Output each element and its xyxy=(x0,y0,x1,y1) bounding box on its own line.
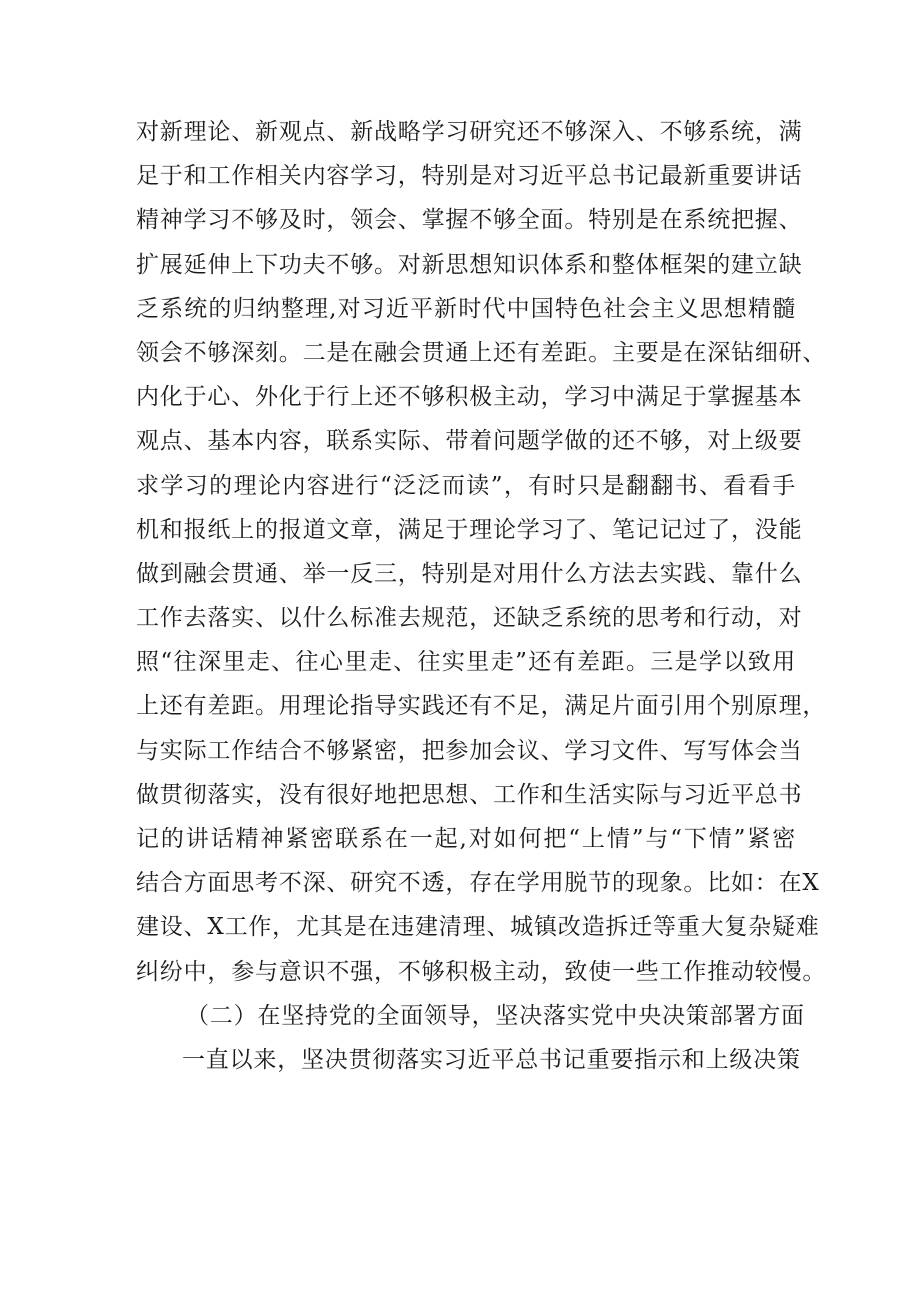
body-line-10: 机和报纸上的报道文章，满足于理论学习了、笔记记过了，没能 xyxy=(136,516,803,543)
body-line-6: 领会不够深刻。二是在融会贯通上还有差距。主要是在深钻细研、 xyxy=(136,339,827,366)
body-line-19: 建设、X工作，尤其是在违建清理、城镇改造拆迁等重大复杂疑难 xyxy=(136,914,820,941)
body-line-9: 求学习的理论内容进行“泛泛而读”，有时只是翻翻书、看看手 xyxy=(136,472,796,499)
body-line-4: 扩展延伸上下功夫不够。对新思想知识体系和整体框架的建立缺 xyxy=(136,251,803,278)
paragraph-2-line-1: 一直以来，坚决贯彻落实习近平总书记重要指示和上级决策 xyxy=(182,1046,801,1073)
body-line-20: 纠纷中，参与意识不强，不够积极主动，致使一些工作推动较慢。 xyxy=(136,958,827,985)
body-line-7: 内化于心、外化于行上还不够积极主动，学习中满足于掌握基本 xyxy=(136,384,803,411)
body-line-13: 照“往深里走、往心里走、往实里走”还有差距。三是学以致用 xyxy=(136,649,796,676)
body-line-15: 与实际工作结合不够紧密，把参加会议、学习文件、写写体会当 xyxy=(136,737,803,764)
body-line-11: 做到融会贯通、举一反三，特别是对用什么方法去实践、靠什么 xyxy=(136,560,803,587)
body-line-12: 工作去落实、以什么标准去规范，还缺乏系统的思考和行动，对 xyxy=(136,605,803,632)
body-line-14: 上还有差距。用理论指导实践还有不足，满足片面引用个别原理， xyxy=(136,693,827,720)
body-line-18: 结合方面思考不深、研究不透，存在学用脱节的现象。比如：在X xyxy=(136,870,820,897)
body-line-1: 对新理论、新观点、新战略学习研究还不够深入、不够系统，满 xyxy=(136,119,803,145)
document-body xyxy=(136,110,827,1082)
body-line-17: 记的讲话精神紧密联系在一起,对如何把“上情”与“下情”紧密 xyxy=(136,826,796,852)
body-line-8: 观点、基本内容，联系实际、带着问题学做的还不够，对上级要 xyxy=(136,428,803,455)
section-heading: （二）在坚持党的全面领导，坚决落实党中央决策部署方面 xyxy=(186,1002,805,1029)
body-line-3: 精神学习不够及时，领会、掌握不够全面。特别是在系统把握、 xyxy=(136,207,803,234)
body-line-16: 做贯彻落实，没有很好地把思想、工作和生活实际与习近平总书 xyxy=(136,781,803,808)
body-line-2: 足于和工作相关内容学习，特别是对习近平总书记最新重要讲话 xyxy=(136,163,803,190)
body-line-5: 乏系统的归纳整理,对习近平新时代中国特色社会主义思想精髓 xyxy=(136,295,796,322)
